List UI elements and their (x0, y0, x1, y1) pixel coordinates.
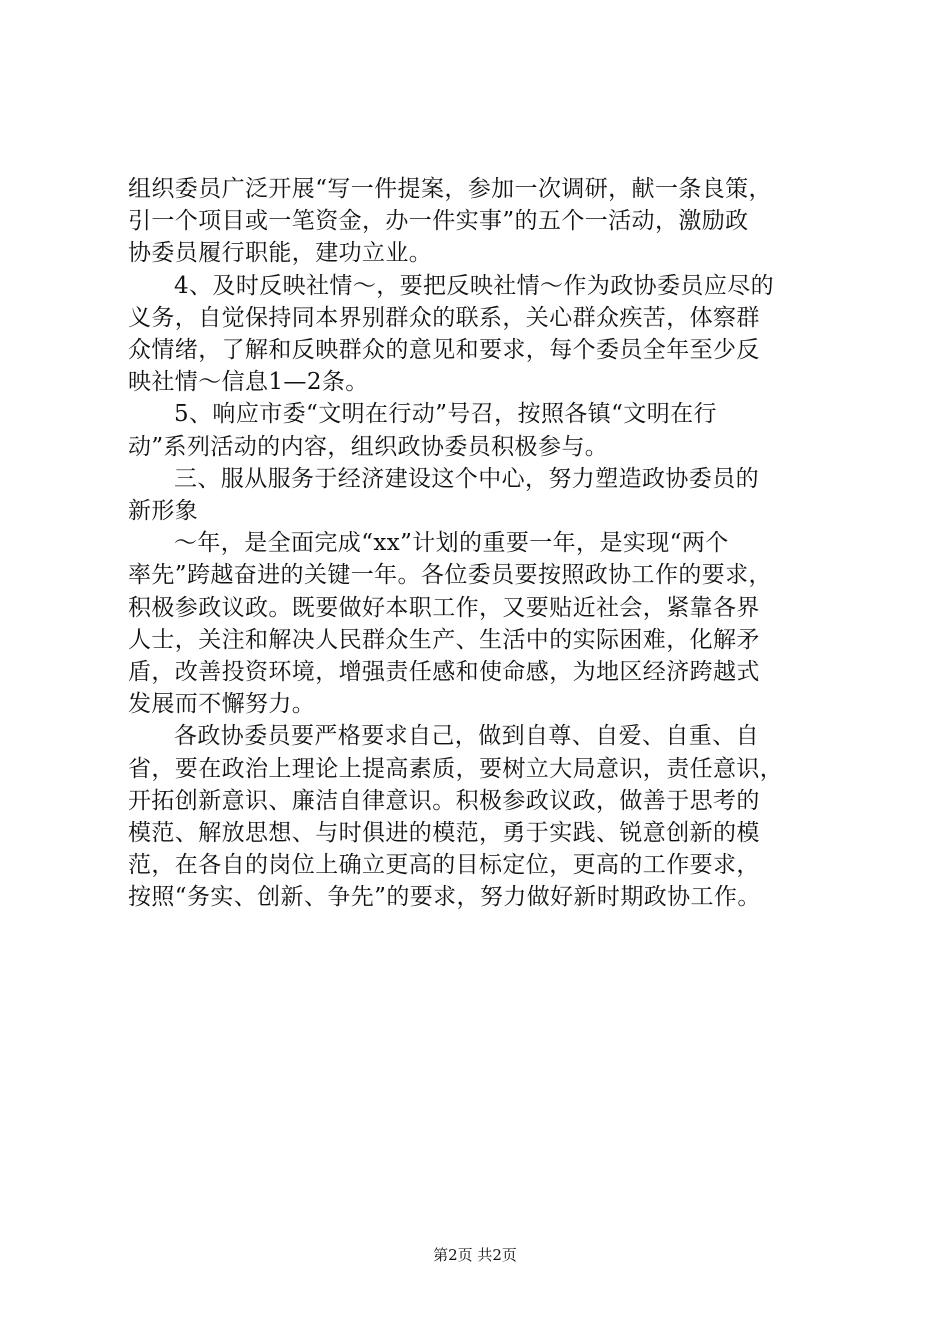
paragraph-year (128, 527, 828, 720)
text-line: 组织委员广泛开展“写一件提案，参加一次调研，献一条良策， (128, 176, 772, 202)
text-line: 发展而不懈努力。 (128, 691, 316, 718)
text-line: 协委员履行职能，建功立业。 (128, 240, 433, 267)
text-line: 新形象 (128, 498, 199, 525)
text-line: 盾，改善投资环境，增强责任感和使命感，为地区经济跨越式 (128, 659, 760, 686)
text-line: ～年，是全面完成“xx”计划的重要一年，是实现“两个 (174, 530, 729, 557)
text-line: 众情绪，了解和反映群众的意见和要求，每个委员全年至少反 (128, 337, 760, 364)
text-line: 积极参政议政。既要做好本职工作，又要贴近社会，紧靠各界 (128, 594, 760, 621)
paragraph-item-4 (128, 270, 828, 399)
text-line: 4、及时反映社情～，要把反映社情～作为政协委员应尽的 (174, 272, 775, 299)
text-line: 义务，自觉保持同本界别群众的联系，关心群众疾苦，体察群 (128, 304, 760, 331)
section-heading-3 (128, 463, 828, 527)
text-line: 各政协委员要严格要求自己，做到自尊、自爱、自重、自 (174, 723, 759, 750)
text-line: 开拓创新意识、廉洁自律意识。积极参政议政，做善于思考的 (128, 787, 760, 814)
text-line: 引一个项目或一笔资金，办一件实事”的五个一活动，激励政 (128, 208, 749, 235)
text-line: 动”系列活动的内容，组织政协委员积极参与。 (128, 433, 609, 460)
paragraph-activities (128, 173, 828, 270)
text-line: 5、响应市委“文明在行动”号召，按照各镇“文明在行 (174, 401, 717, 428)
text-line: 率先”跨越奋进的关键一年。各位委员要按照政协工作的要求， (128, 562, 772, 589)
text-line: 省，要在政治上理论上提高素质，要树立大局意识，责任意识， (128, 755, 784, 782)
text-line: 模范、解放思想、与时俱进的模范，勇于实践、锐意创新的模 (128, 820, 760, 847)
text-line: 三、服从服务于经济建设这个中心，努力塑造政协委员的 (174, 465, 759, 492)
document-body (128, 173, 828, 914)
text-line: 按照“务实、创新、争先”的要求，努力做好新时期政协工作。 (128, 884, 761, 911)
paragraph-item-5 (128, 398, 828, 462)
text-line: 映社情～信息1—2条。 (128, 369, 369, 396)
page-number-footer: 第2页 共2页 (433, 1246, 517, 1264)
text-line: 范，在各自的岗位上确立更高的目标定位，更高的工作要求， (128, 852, 760, 879)
paragraph-requirements (128, 720, 828, 913)
text-line: 人士，关注和解决人民群众生产、生活中的实际困难，化解矛 (128, 626, 760, 653)
